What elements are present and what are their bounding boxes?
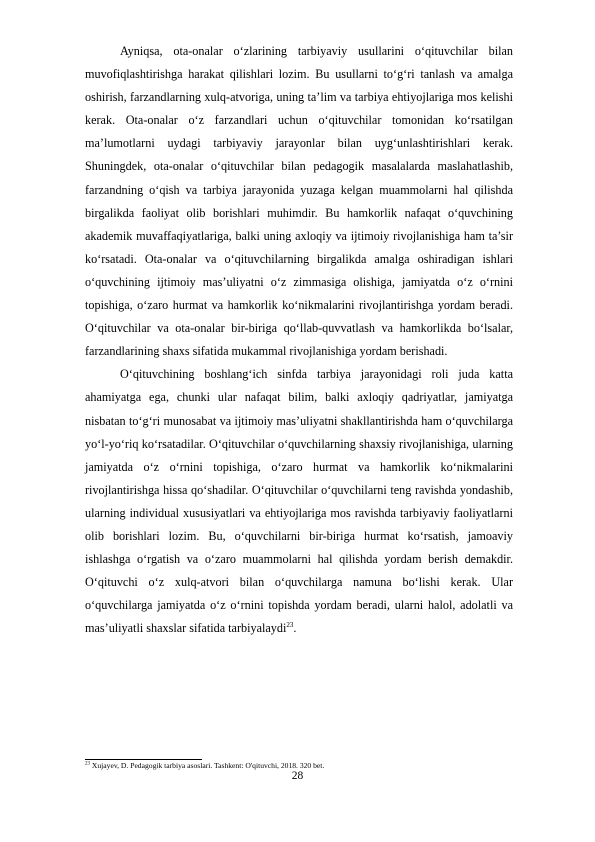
page-number: 28: [291, 770, 304, 782]
footnote-text: Xujayev, D. Pedagogik tarbiya asoslari. Tashkent: O'qituvchi, 2018. 320 bet.: [91, 761, 325, 770]
page-body: [85, 40, 513, 640]
paragraph-2-tail: .: [293, 621, 297, 636]
paragraph-2-text: O‘qituvchining boshlang‘ich sinfda tarbiya jarayonidagi roli juda katta ahamiyatga ega, chunki ular nafaqat bilim, balki axloqiy qadriyatlar, jamiyatga nisbatan to‘g‘ri munosabat va ijtimoiy mas’uliyatni shakllantirishda ham o‘quvchilarga yo‘l-yo‘riq ko‘rsatadilar. O‘qituvchilar o‘quvchilarning shaxsiy rivojlanishiga, ularning jamiyatda o‘z o‘rnini topishiga, o‘zaro hurmat va hamkorlik ko‘nikmalarini rivojlantirishga hissa qo‘shadilar. O‘qituvchilar o‘quvchilarni teng ravishda yondashib, ularning individual xususiyatlari va ehtiyojlariga mos ravishda tarbiyaviy faoliyatlarni olib borishlari lozim. Bu, o‘quvchilarni bir-biriga hurmat ko‘rsatish, jamoaviy ishlashga o‘rgatish va o‘zaro muammolarni hal qilishda yordam berish demakdir. O‘qituvchi o‘z xulq-atvori bilan o‘quvchilarga namuna bo‘lishi kerak. Ular o‘quvchilarga jamiyatda o‘z o‘rnini topishda yordam beradi, ularni halol, adolatli va mas’uliyatli shaxslar sifatida tarbiyalaydi: [85, 367, 513, 636]
footnote-number: 23: [85, 761, 90, 767]
paragraph-1: [85, 40, 513, 363]
footnote-reference[interactable]: 23: [286, 621, 294, 630]
paragraph-2: [85, 363, 513, 640]
paragraph-1-text: Ayniqsa, ota-onalar o‘zlarining tarbiyaviy usullarini o‘qituvchilar bilan muvofiqlashtirishga harakat qilishlari lozim. Bu usullarni to‘g‘ri tanlash va amalga oshirish, farzandlarning xulq-atvoriga, uning ta’lim va tarbiya ehtiyojlariga mos kelishi kerak. Ota-onalar o‘z farzandlari uchun o‘qituvchilar tomonidan ko‘rsatilgan ma’lumotlarni uydagi tarbiyaviy jarayonlar bilan uyg‘unlashtirishlari kerak. Shuningdek, ota-onalar o‘qituvchilar bilan pedagogik masalalarda maslahatlashib, farzandning o‘qish va tarbiya jarayonida yuzaga kelgan muammolarni hal qilishda birgalikda faoliyat olib borishlari muhimdir. Bu hamkorlik nafaqat o‘quvchining akademik muvaffaqiyatlariga, balki uning axloqiy va ijtimoiy rivojlanishiga ham ta’sir ko‘rsatadi. Ota-onalar va o‘qituvchilarning birgalikda amalga oshiradigan ishlari o‘quvchining ijtimoiy mas’uliyatni o‘z zimmasiga olishiga, jamiyatda o‘z o‘rnini topishiga, o‘zaro hurmat va hamkorlik ko‘nikmalarini rivojlantirishga yordam beradi. O‘qituvchilar va ota-onalar bir-biriga qo‘llab-quvvatlash va hamkorlikda bo‘lsalar, farzandlarining shaxs sifatida mukammal rivojlanishiga yordam berishadi.: [85, 44, 513, 359]
footnote-separator: [85, 759, 202, 760]
